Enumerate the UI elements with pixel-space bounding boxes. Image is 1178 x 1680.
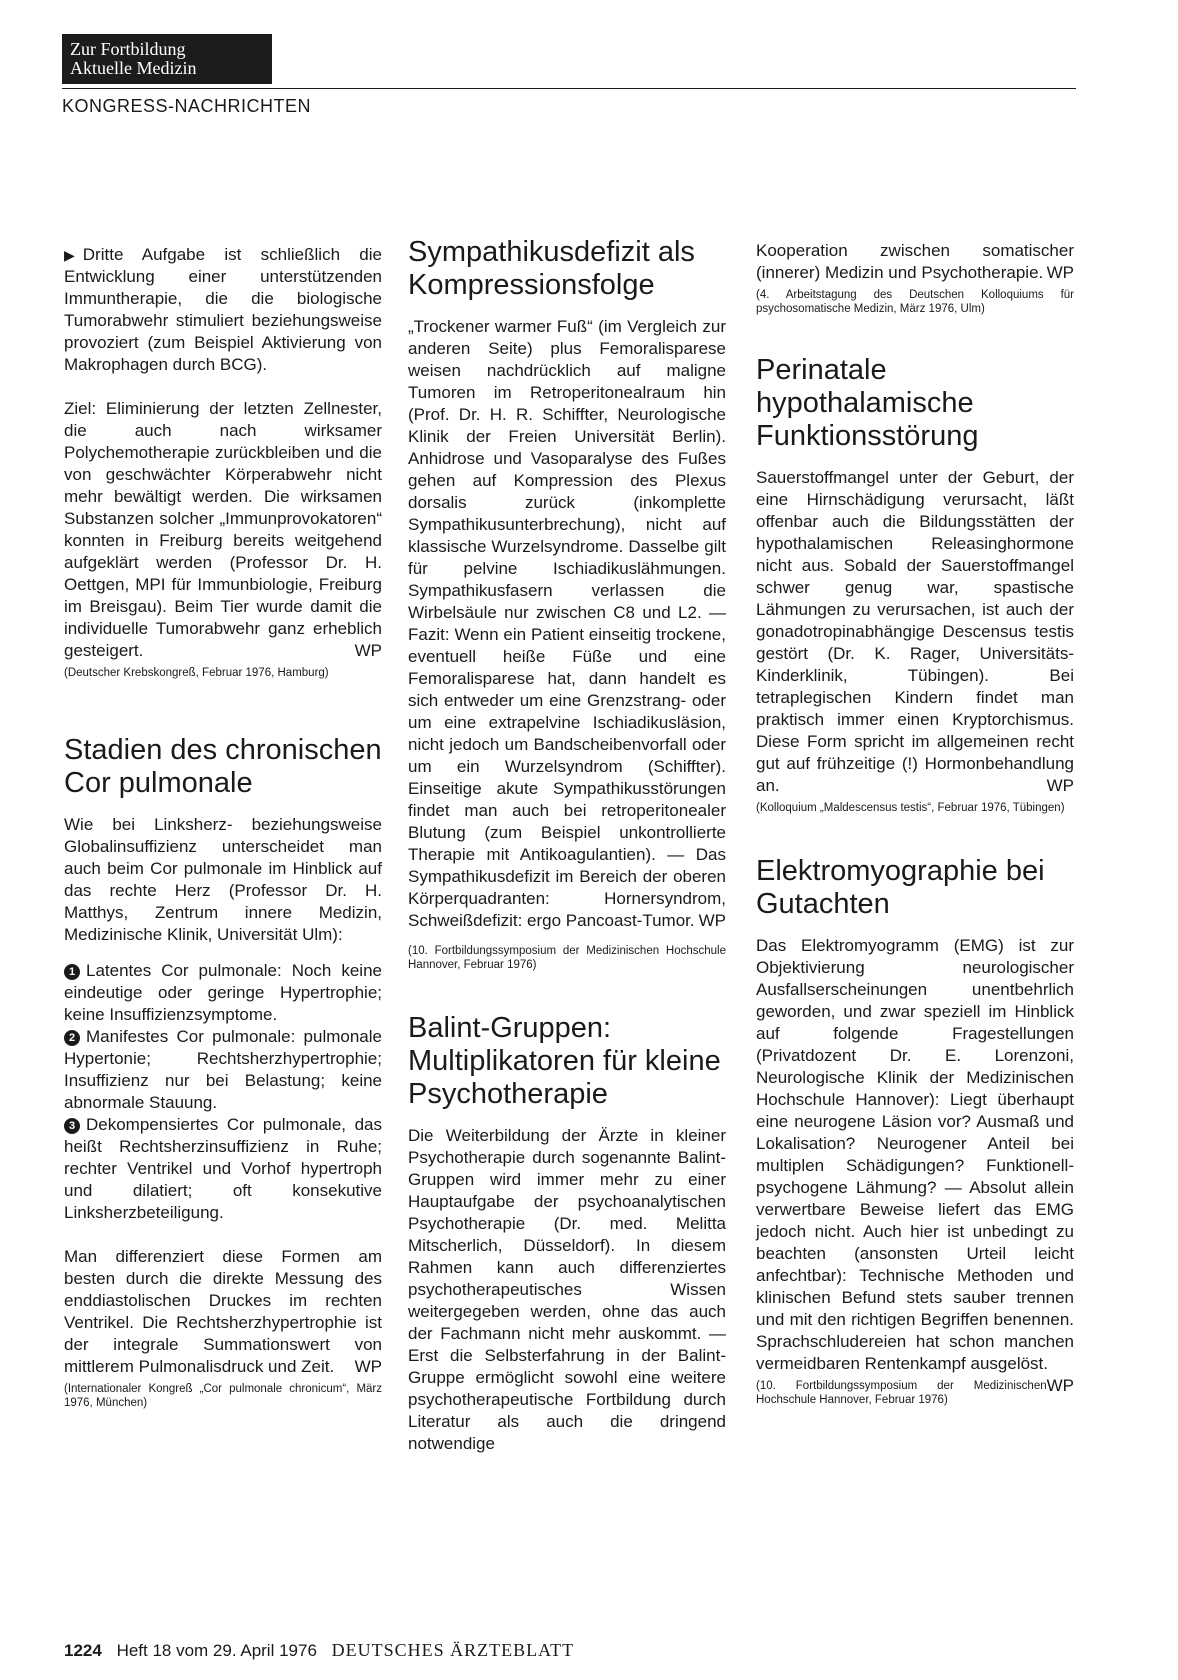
- source-note: (Deutscher Krebskongreß, Februar 1976, Hamburg): [64, 667, 329, 679]
- signature: WP: [354, 1357, 382, 1376]
- article-paragraph: Das Elektromyogramm (EMG) ist zur Objektivierung neurologischer Ausfallserscheinungen unentbehrlich geworden, und zwar speziell im Hinblick auf folgende Fragestellungen (Privatdozent Dr. E. Lorenzoni, Neurologische Klinik der Medizinischen Hochschule Hannover): Liegt überhaupt eine neurogene Läsion vor? Ausmaß und Lokalisation? Neurogener Anteil bei multiplen Schädigungen? Funktionell-psychogene Lähmung? — Absolut allein verwertbare Beweise liefert das EMG jedoch nicht. Auch hier ist unbedingt zu beachten (ansonsten Urteil leicht anfechtbar): Technische Methoden und klinischen Befund stets sauber trennen und mit den richtigen Begriffen benennen. Sprachschludereien hat schon manchen vermeidbaren Rentenkampf ausgelöst. WP: [756, 936, 1074, 1395]
- issue-info: Heft 18 vom 29. April 1976: [116, 1641, 317, 1660]
- article-paragraph: Wie bei Linksherz- beziehungsweise Globalinsuffizienz unterscheidet man auch beim Cor pulmonale im Hinblick auf das rechte Herz (Professor Dr. H. Matthys, Zentrum innere Medizin, Medizinische Klinik, Universität Ulm):: [64, 815, 382, 944]
- section-label: KONGRESS-NACHRICHTEN: [62, 96, 312, 116]
- source-note: (4. Arbeitstagung des Deutschen Kolloquiums für psychosomatische Medizin, März 1976, Ulm): [756, 289, 1074, 315]
- intro-paragraph-2: Ziel: Eliminierung der letzten Zellnester, die auch nach wirksamer Polychemotherapie zurückbleiben und die von geschwächter Körperabwehr nicht mehr bewältigt werden. Die wirksamen Substanzen solcher „Immunprovokatoren“ konnten in Freiburg bereits weitgehend aufgeklärt werden (Professor Dr. H. Oettgen, MPI für Immunbiologie, Freiburg im Breisgau). Beim Tier wurde damit die individuelle Tumorabwehr ganz erheblich gesteigert. WP: [64, 399, 382, 660]
- page-number: 1224: [64, 1641, 102, 1660]
- article-title: Sympathikusdefizit als Kompressionsfolge: [408, 236, 695, 301]
- source-note: (Kolloquium „Maldescensus testis“, Februar 1976, Tübingen): [756, 802, 1065, 814]
- column-2: [408, 236, 726, 1455]
- signature: WP: [698, 911, 726, 930]
- list-item: 1 Latentes Cor pulmonale: Noch keine eindeutige oder geringe Hypertrophie; keine Insuffizienzsymptome.: [64, 961, 382, 1024]
- source-note: (10. Fortbildungssymposium der Medizinischen Hochschule Hannover, Februar 1976): [756, 1380, 1047, 1406]
- article-title: Perinatale hypothalamische Funktionsstörung: [756, 354, 979, 452]
- source-note: (10. Fortbildungssymposium der Medizinischen Hochschule Hannover, Februar 1976): [408, 945, 726, 971]
- column-1: [64, 244, 382, 1410]
- source-note: (Internationaler Kongreß „Cor pulmonale chronicum“, März 1976, München): [64, 1383, 382, 1409]
- rubric-line-1: Zur Fortbildung: [70, 39, 186, 59]
- list-item: 2 Manifestes Cor pulmonale: pulmonale Hypertonie; Rechtsherzhypertrophie; Insuffizienz nur bei Belastung; keine abnormale Stauung.: [64, 1027, 382, 1112]
- rubric-box: [62, 34, 272, 84]
- list-item: 3 Dekompensiertes Cor pulmonale, das heißt Rechtsherzinsuffizienz in Ruhe; rechter Ventrikel und Vorhof hypertroph und dilatiert; oft konsekutive Linksherzbeteiligung.: [64, 1115, 382, 1222]
- page-footer: [64, 1640, 574, 1661]
- signature: WP: [1046, 776, 1074, 795]
- journal-name: DEUTSCHES ÄRZTEBLATT: [331, 1640, 575, 1660]
- article-title: Balint-Gruppen: Multiplikatoren für kleine Psychotherapie: [408, 1012, 721, 1110]
- triangle-bullet-icon: ▶: [64, 247, 75, 263]
- signature: WP: [1046, 1376, 1074, 1395]
- column-3: [756, 240, 1074, 1407]
- article-paragraph: Man differenziert diese Formen am besten durch die direkte Messung des enddiastolischen Druckes im rechten Ventrikel. Die Rechtsherzhypertrophie ist der integrale Summationswert von mittlerem Pulmonalisdruck und Zeit. WP: [64, 1247, 382, 1376]
- signature: WP: [354, 641, 382, 660]
- number-bullet-icon: 1: [64, 964, 80, 980]
- article-title: Elektromyographie bei Gutachten: [756, 855, 1045, 920]
- signature: WP: [1046, 263, 1074, 282]
- article-paragraph: Sauerstoffmangel unter der Geburt, der eine Hirnschädigung verursacht, läßt offenbar auch die Bildungsstätten der hypothalamischen Releasinghormone nicht aus. Sobald der Sauerstoffmangel schwer genug war, spastische Lähmungen zu verursachen, ist auch der gonadotropinabhängige Descensus testis gestört (Dr. K. Rager, Universitäts-Kinderklinik, Tübingen). Bei tetraplegischen Kindern findet man praktisch immer einen Kryptorchismus. Diese Form spricht im allgemeinen recht gut auf frühzeitige (!) Hormonbehandlung an. WP: [756, 468, 1074, 795]
- article-paragraph: Die Weiterbildung der Ärzte in kleiner Psychotherapie durch sogenannte Balint-Gruppen wird immer mehr zu einer Hauptaufgabe der psychoanalytischen Psychotherapie (Dr. med. Melitta Mitscherlich, Düsseldorf). In diesem Rahmen kann auch differenziertes psychotherapeutisches Wissen weitergegeben werden, ohne das auch der Fachmann nicht mehr auskommt. — Erst die Selbsterfahrung in der Balint-Gruppe ermöglicht sowohl eine weitere psychotherapeutische Fortbildung durch Literatur als auch die dringend notwendige: [408, 1126, 726, 1453]
- article-title: Stadien des chronischen Cor pulmonale: [64, 734, 382, 799]
- intro-paragraph-1: ▶ Dritte Aufgabe ist schließlich die Entwicklung einer unterstützenden Immuntherapie, die die biologische Tumorabwehr stimuliert beziehungsweise provoziert (zum Beispiel Aktivierung von Makrophagen durch BCG).: [64, 245, 382, 374]
- number-bullet-icon: 2: [64, 1030, 80, 1046]
- header-rule: [62, 88, 1076, 89]
- rubric-line-2: Aktuelle Medizin: [70, 58, 197, 78]
- article-paragraph: Kooperation zwischen somatischer (innerer) Medizin und Psychotherapie. WP: [756, 241, 1074, 282]
- article-paragraph: „Trockener warmer Fuß“ (im Vergleich zur anderen Seite) plus Femoralisparese weisen nachdrücklich auf maligne Tumoren im Retroperitonealraum hin (Prof. Dr. H. R. Schiffter, Neurologische Klinik der Freien Universität Berlin). Anhidrose und Vasoparalyse des Fußes gehen auf Kompression des Plexus dorsalis zurück (inkomplette Sympathikusunterbrechung), nicht auf klassische Wurzelsyndrome. Dasselbe gilt für pelvine Ischiadikuslähmungen. Sympathikusfasern verlassen die Wirbelsäule nur zwischen C8 und L2. — Fazit: Wenn ein Patient einseitig trockene, eventuell heiße Füße und eine Femoralisparese hat, dann handelt es sich entweder um eine Grenzstrang- oder um eine extrapelvine Ischiadikusläsion, nicht jedoch um Bandscheibenvorfall oder um ein Wurzelsyndrom (Schiffter). Einseitige akute Sympathikusstörungen findet man auch bei retroperitonealer Blutung (zum Beispiel unkontrollierte Therapie mit Antikoagulantien). — Das Sympathikusdefizit im Bereich der oberen Körperquadranten: Hornersyndrom, Schweißdefizit: ergo Pancoast-Tumor. WP: [408, 317, 726, 930]
- number-bullet-icon: 3: [64, 1118, 80, 1134]
